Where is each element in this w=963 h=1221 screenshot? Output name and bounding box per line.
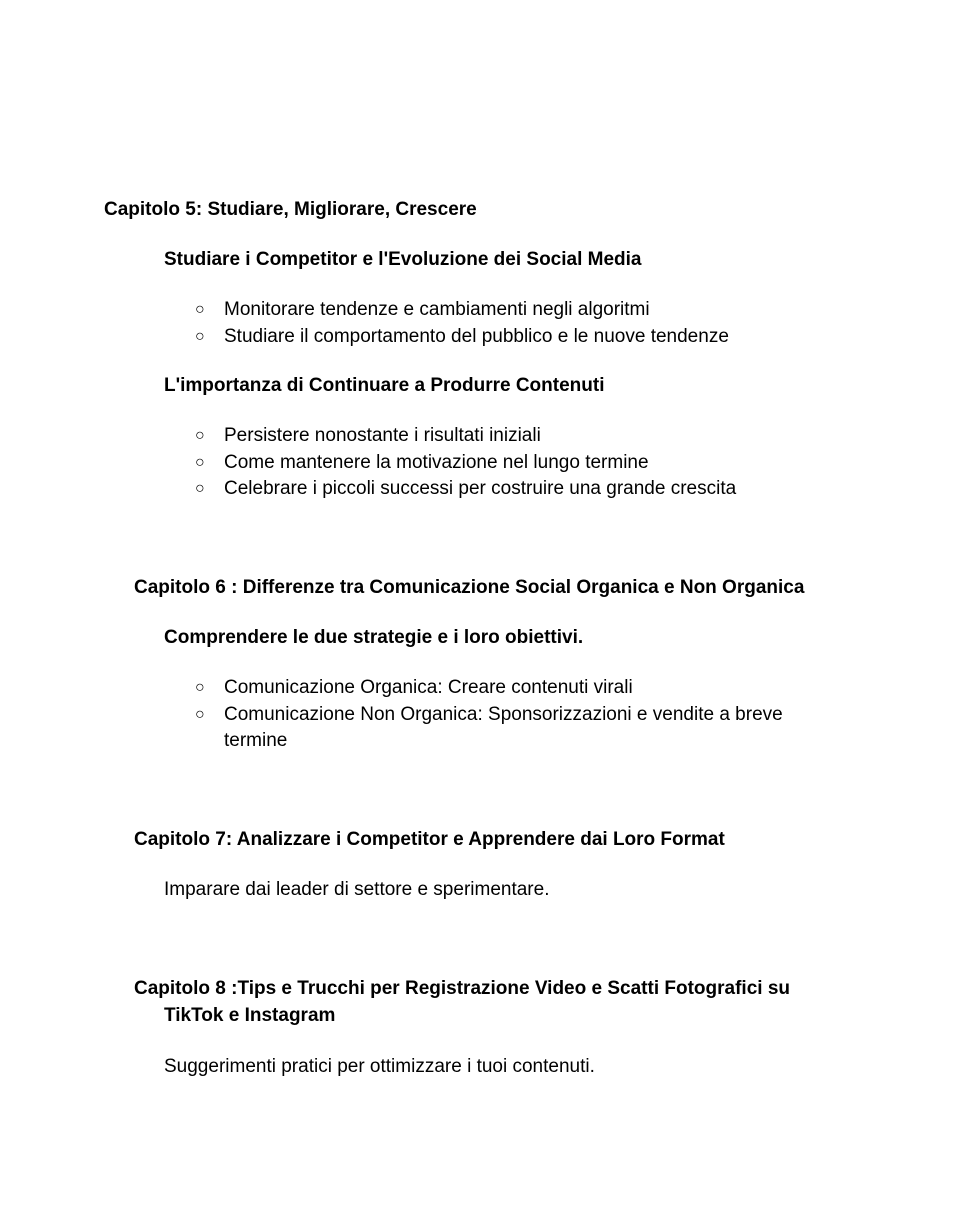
chapter-5-section-1-list [164, 297, 729, 350]
list-item-text: Comunicazione Non Organica: Sponsorizzazioni e vendite a breve [224, 703, 783, 725]
chapter-5-section-1-heading: Studiare i Competitor e l'Evoluzione dei Social Media [164, 249, 642, 270]
list-item-text: Persistere nonostante i risultati iniziali [224, 425, 541, 446]
list-item-text: termine [224, 730, 288, 751]
hollow-circle-bullet-icon: ○ [195, 327, 205, 345]
list-item-text: Comunicazione Organica: Creare contenuti virali [224, 677, 633, 698]
list-item-continuation [164, 728, 783, 755]
hollow-circle-bullet-icon: ○ [195, 453, 205, 471]
list-item-text: Come mantenere la motivazione nel lungo termine [224, 451, 649, 473]
hollow-circle-bullet-icon: ○ [195, 480, 205, 497]
hollow-circle-bullet-icon: ○ [195, 301, 205, 318]
list-item-text: Celebrare i piccoli successi per costruire una grande crescita [224, 478, 737, 499]
chapter-8-description: Suggerimenti pratici per ottimizzare i tuoi contenuti. [164, 1056, 595, 1077]
chapter-8-title-line-1: Capitolo 8 :Tips e Trucchi per Registrazione Video e Scatti Fotografici su [134, 978, 790, 999]
list-item [164, 675, 783, 702]
list-item [164, 450, 736, 477]
list-item [164, 297, 729, 324]
chapter-5-title: Capitolo 5: Studiare, Migliorare, Crescere [104, 199, 477, 220]
hollow-circle-bullet-icon: ○ [195, 427, 205, 444]
chapter-5-section-2-list [164, 423, 736, 503]
chapter-6-section-heading: Comprendere le due strategie e i loro obiettivi. [164, 627, 584, 648]
hollow-circle-bullet-icon: ○ [195, 705, 205, 723]
chapter-7-title: Capitolo 7: Analizzare i Competitor e Apprendere dai Loro Format [134, 829, 725, 850]
list-item-text: Studiare il comportamento del pubblico e le nuove tendenze [224, 325, 729, 347]
chapter-5-section-2-heading: L'importanza di Continuare a Produrre Contenuti [164, 375, 605, 396]
chapter-7-description: Imparare dai leader di settore e sperimentare. [164, 879, 550, 900]
chapter-6-section-list [164, 675, 783, 755]
chapter-6-title: Capitolo 6 : Differenze tra Comunicazione Social Organica e Non Organica [134, 577, 805, 598]
list-item [164, 423, 736, 450]
list-item [164, 476, 736, 503]
chapter-8-title-line-2: TikTok e Instagram [164, 1005, 336, 1026]
list-item-text: Monitorare tendenze e cambiamenti negli algoritmi [224, 299, 650, 320]
hollow-circle-bullet-icon: ○ [195, 679, 205, 696]
list-item [164, 702, 783, 729]
list-item [164, 324, 729, 351]
